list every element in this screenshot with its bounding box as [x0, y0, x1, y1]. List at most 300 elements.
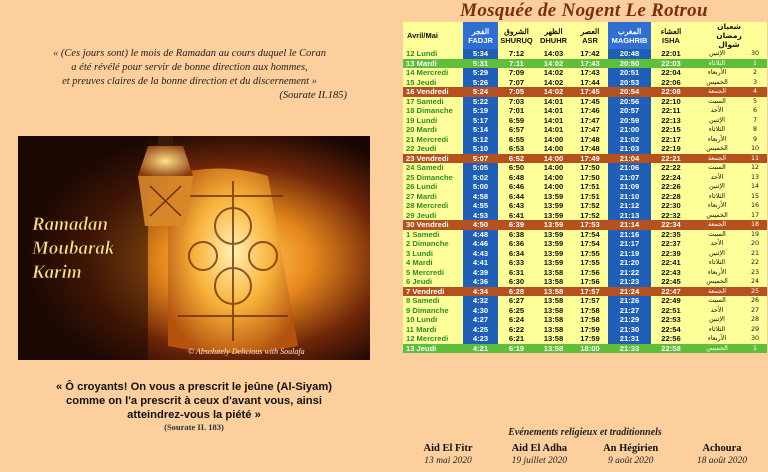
cell-asr: 17:48: [572, 135, 608, 145]
cell-hijri: 20: [743, 239, 767, 249]
cell-fajr: 5:12: [463, 135, 498, 145]
table-row: [403, 306, 767, 316]
table-row: [403, 116, 767, 126]
cell-asr: 17:54: [572, 230, 608, 240]
cell-maghrib: 21:19: [608, 249, 651, 259]
table-row: [403, 125, 767, 135]
cell-asr: 17:48: [572, 144, 608, 154]
cell-date: 11 Mardi: [403, 325, 463, 335]
cell-maghrib: 21:23: [608, 277, 651, 287]
cell-shuruq: 6:28: [498, 287, 535, 297]
cell-date: 29 Jeudi: [403, 211, 463, 221]
cell-ar: السبت: [691, 97, 743, 107]
event-an-hegirien: An Hégirien 9 août 2020: [603, 443, 659, 466]
cell-maghrib: 21:07: [608, 173, 651, 183]
cell-asr: 17:45: [572, 87, 608, 97]
cell-dhuhr: 14:00: [535, 144, 572, 154]
cell-hijri: 8: [743, 125, 767, 135]
cell-date: 12 Lundi: [403, 49, 463, 59]
cell-shuruq: 6:33: [498, 258, 535, 268]
cell-dhuhr: 14:00: [535, 173, 572, 183]
quote-top-line: et preuves claires de la bonne direction et du discernement »: [62, 76, 317, 87]
cell-ar: الإثنين: [691, 249, 743, 259]
table-row: [403, 78, 767, 88]
cell-fajr: 4:39: [463, 268, 498, 278]
cell-fajr: 4:55: [463, 201, 498, 211]
cell-dhuhr: 14:00: [535, 135, 572, 145]
cell-hijri: 1: [743, 59, 767, 69]
table-row: [403, 249, 767, 259]
cell-asr: 17:43: [572, 68, 608, 78]
table-row: [403, 192, 767, 202]
cell-ar: الخميس: [691, 277, 743, 287]
cell-ar: الخميس: [691, 211, 743, 221]
cell-maghrib: 21:29: [608, 315, 651, 325]
cell-hijri: 30: [743, 49, 767, 59]
event-aid-el-fitr: Aid El Fitr 13 mai 2020: [423, 443, 473, 466]
cell-shuruq: 6:52: [498, 154, 535, 164]
cell-fajr: 5:05: [463, 163, 498, 173]
cell-fajr: 4:41: [463, 258, 498, 268]
cell-date: 7 Vendredi: [403, 287, 463, 297]
table-row: [403, 239, 767, 249]
cell-isha: 22:04: [651, 68, 691, 78]
cell-date: 28 Mercredi: [403, 201, 463, 211]
cell-date: 22 Jeudi: [403, 144, 463, 154]
cell-dhuhr: 13:59: [535, 239, 572, 249]
table-row: [403, 258, 767, 268]
cell-fajr: 4:27: [463, 315, 498, 325]
cell-shuruq: 6:21: [498, 334, 535, 344]
cell-isha: 22:03: [651, 59, 691, 69]
cell-dhuhr: 14:02: [535, 78, 572, 88]
cell-shuruq: 6:31: [498, 268, 535, 278]
cell-ar: الخميس: [691, 78, 743, 88]
cell-fajr: 5:17: [463, 116, 498, 126]
cell-asr: 17:55: [572, 258, 608, 268]
cell-shuruq: 6:48: [498, 173, 535, 183]
cell-isha: 22:24: [651, 173, 691, 183]
cell-ar: الإثنين: [691, 116, 743, 126]
cell-date: 1 Samedi: [403, 230, 463, 240]
cell-ar: السبت: [691, 163, 743, 173]
ramadan-lantern-photo: [18, 136, 370, 360]
cell-shuruq: 6:55: [498, 135, 535, 145]
cell-isha: 22:54: [651, 325, 691, 335]
cell-maghrib: 21:33: [608, 344, 651, 354]
cell-ar: الخميس: [691, 344, 743, 354]
cell-isha: 22:22: [651, 163, 691, 173]
cell-fajr: 4:48: [463, 230, 498, 240]
cell-hijri: 25: [743, 287, 767, 297]
cell-dhuhr: 14:01: [535, 125, 572, 135]
cell-maghrib: 21:14: [608, 220, 651, 230]
cell-date: 18 Dimanche: [403, 106, 463, 116]
cell-hijri: 7: [743, 116, 767, 126]
cell-asr: 17:51: [572, 182, 608, 192]
cell-dhuhr: 13:59: [535, 249, 572, 259]
cell-isha: 22:01: [651, 49, 691, 59]
photo-watermark: © Absolutely Delicious with Soulafa: [188, 347, 305, 356]
cell-maghrib: 21:26: [608, 296, 651, 306]
cell-dhuhr: 13:58: [535, 287, 572, 297]
cell-asr: 17:55: [572, 249, 608, 259]
cell-isha: 22:51: [651, 306, 691, 316]
cell-hijri: 1: [743, 344, 767, 354]
cell-dhuhr: 14:00: [535, 163, 572, 173]
cell-date: 21 Mercredi: [403, 135, 463, 145]
cell-date: 26 Lundi: [403, 182, 463, 192]
cell-fajr: 5:31: [463, 59, 498, 69]
cell-asr: 17:46: [572, 106, 608, 116]
cell-hijri: 14: [743, 182, 767, 192]
cell-ar: الأربعاء: [691, 201, 743, 211]
cell-ar: الأحد: [691, 173, 743, 183]
cell-hijri: 23: [743, 268, 767, 278]
cell-dhuhr: 13:58: [535, 315, 572, 325]
cell-asr: 17:59: [572, 334, 608, 344]
table-row: [403, 211, 767, 221]
quote-bottom-line: atteindrez-vous la piété »: [127, 409, 261, 421]
cell-maghrib: 21:03: [608, 144, 651, 154]
cell-maghrib: 20:48: [608, 49, 651, 59]
cell-hijri: 9: [743, 135, 767, 145]
cell-isha: 22:15: [651, 125, 691, 135]
cell-dhuhr: 13:58: [535, 268, 572, 278]
cell-date: 14 Mercredi: [403, 68, 463, 78]
cell-shuruq: 6:39: [498, 220, 535, 230]
cell-dhuhr: 13:59: [535, 192, 572, 202]
cell-isha: 22:26: [651, 182, 691, 192]
cell-fajr: 4:32: [463, 296, 498, 306]
cell-fajr: 4:21: [463, 344, 498, 354]
cell-dhuhr: 13:58: [535, 334, 572, 344]
cell-date: 23 Vendredi: [403, 154, 463, 164]
quote-bottom-source: (Sourate II. 183): [164, 422, 224, 432]
table-row: [403, 220, 767, 230]
cell-shuruq: 6:50: [498, 163, 535, 173]
cell-shuruq: 7:12: [498, 49, 535, 59]
cell-isha: 22:34: [651, 220, 691, 230]
cell-dhuhr: 13:59: [535, 211, 572, 221]
cell-dhuhr: 13:59: [535, 220, 572, 230]
cell-date: 24 Samedi: [403, 163, 463, 173]
cell-isha: 22:32: [651, 211, 691, 221]
cell-date: 16 Vendredi: [403, 87, 463, 97]
cell-fajr: 4:53: [463, 211, 498, 221]
cell-isha: 22:53: [651, 315, 691, 325]
table-row: [403, 201, 767, 211]
cell-hijri: 13: [743, 173, 767, 183]
cell-fajr: 5:10: [463, 144, 498, 154]
cell-maghrib: 21:20: [608, 258, 651, 268]
cell-fajr: 4:58: [463, 192, 498, 202]
cell-hijri: 17: [743, 211, 767, 221]
cell-date: 5 Mercredi: [403, 268, 463, 278]
cell-isha: 22:43: [651, 268, 691, 278]
cell-shuruq: 7:05: [498, 87, 535, 97]
cell-dhuhr: 14:02: [535, 68, 572, 78]
cell-hijri: 27: [743, 306, 767, 316]
cell-maghrib: 20:53: [608, 78, 651, 88]
cell-date: 12 Mercredi: [403, 334, 463, 344]
cell-fajr: 5:07: [463, 154, 498, 164]
cell-dhuhr: 14:00: [535, 182, 572, 192]
header-fajr: الفجر FADJR: [463, 22, 498, 49]
cell-isha: 22:30: [651, 201, 691, 211]
cell-shuruq: 7:07: [498, 78, 535, 88]
cell-isha: 22:08: [651, 87, 691, 97]
cell-fajr: 4:46: [463, 239, 498, 249]
cell-shuruq: 6:27: [498, 296, 535, 306]
cell-fajr: 5:29: [463, 68, 498, 78]
cell-isha: 22:28: [651, 192, 691, 202]
cell-dhuhr: 13:59: [535, 201, 572, 211]
quote-bottom-line: « Ô croyants! On vous a prescrit le jeûne (Al-Siyam): [55, 381, 333, 393]
cell-maghrib: 20:57: [608, 106, 651, 116]
table-row: [403, 325, 767, 335]
cell-ar: الجمعة: [691, 154, 743, 164]
cell-shuruq: 6:59: [498, 116, 535, 126]
cell-date: 10 Lundi: [403, 315, 463, 325]
cell-asr: 17:57: [572, 287, 608, 297]
cell-isha: 22:06: [651, 78, 691, 88]
header-asr: العصر ASR: [572, 22, 608, 49]
cell-maghrib: 20:56: [608, 97, 651, 107]
cell-shuruq: 7:03: [498, 97, 535, 107]
header-isha: العشاء ISHA: [651, 22, 691, 49]
quote-top-line: « (Ces jours sont) le mois de Ramadan au cours duquel le Coran: [53, 48, 326, 59]
cell-asr: 17:57: [572, 296, 608, 306]
cell-shuruq: 6:38: [498, 230, 535, 240]
cell-date: 2 Dimanche: [403, 239, 463, 249]
table-header-row: [403, 22, 767, 49]
cell-ar: الجمعة: [691, 220, 743, 230]
cell-hijri: 21: [743, 249, 767, 259]
cell-isha: 22:17: [651, 135, 691, 145]
cell-ar: الإثنين: [691, 315, 743, 325]
cell-asr: 17:56: [572, 268, 608, 278]
table-row: [403, 87, 767, 97]
cell-isha: 22:37: [651, 239, 691, 249]
cell-maghrib: 20:54: [608, 87, 651, 97]
cell-fajr: 5:19: [463, 106, 498, 116]
events-title: Evénements religieux et traditionnels: [508, 427, 662, 438]
cell-fajr: 5:24: [463, 87, 498, 97]
cell-ar: السبت: [691, 296, 743, 306]
table-row: [403, 277, 767, 287]
cell-date: 8 Samedi: [403, 296, 463, 306]
cell-dhuhr: 14:02: [535, 59, 572, 69]
cell-date: 27 Mardi: [403, 192, 463, 202]
cell-isha: 22:35: [651, 230, 691, 240]
cell-fajr: 5:00: [463, 182, 498, 192]
cell-maghrib: 21:13: [608, 211, 651, 221]
cell-shuruq: 6:24: [498, 315, 535, 325]
cell-dhuhr: 14:01: [535, 116, 572, 126]
cell-dhuhr: 13:59: [535, 230, 572, 240]
cell-fajr: 4:25: [463, 325, 498, 335]
cell-asr: 17:49: [572, 154, 608, 164]
cell-isha: 22:13: [651, 116, 691, 126]
cell-shuruq: 6:53: [498, 144, 535, 154]
table-row: [403, 315, 767, 325]
cell-ar: الخميس: [691, 144, 743, 154]
events-list: [403, 442, 767, 467]
cell-shuruq: 6:30: [498, 277, 535, 287]
header-dhuhr: الظهر DHUHR: [535, 22, 572, 49]
cell-ar: الجمعة: [691, 87, 743, 97]
cell-fajr: 5:02: [463, 173, 498, 183]
header-date: Avril/Mai: [403, 22, 463, 49]
cell-hijri: 16: [743, 201, 767, 211]
cell-date: 13 Mardi: [403, 59, 463, 69]
cell-fajr: 4:43: [463, 249, 498, 259]
cell-shuruq: 6:25: [498, 306, 535, 316]
cell-maghrib: 21:30: [608, 325, 651, 335]
cell-dhuhr: 13:59: [535, 258, 572, 268]
cell-date: 25 Dimanche: [403, 173, 463, 183]
cell-shuruq: 6:46: [498, 182, 535, 192]
cell-date: 9 Dimanche: [403, 306, 463, 316]
cell-shuruq: 6:19: [498, 344, 535, 354]
cell-asr: 17:50: [572, 163, 608, 173]
cell-ar: الأحد: [691, 239, 743, 249]
cell-shuruq: 7:01: [498, 106, 535, 116]
cell-maghrib: 21:00: [608, 125, 651, 135]
cell-asr: 17:56: [572, 277, 608, 287]
cell-asr: 17:58: [572, 306, 608, 316]
cell-ar: الثلاثاء: [691, 325, 743, 335]
cell-ar: الإثنين: [691, 49, 743, 59]
table-row: [403, 49, 767, 59]
photo-caption-line: Ramadan: [32, 214, 109, 235]
cell-hijri: 29: [743, 325, 767, 335]
cell-fajr: 4:23: [463, 334, 498, 344]
cell-shuruq: 7:09: [498, 68, 535, 78]
table-row: [403, 68, 767, 78]
cell-maghrib: 21:17: [608, 239, 651, 249]
cell-maghrib: 21:12: [608, 201, 651, 211]
table-row: [403, 334, 767, 344]
table-row: [403, 106, 767, 116]
cell-hijri: 6: [743, 106, 767, 116]
cell-shuruq: 6:57: [498, 125, 535, 135]
cell-date: 19 Lundi: [403, 116, 463, 126]
cell-hijri: 4: [743, 87, 767, 97]
cell-date: 6 Jeudi: [403, 277, 463, 287]
event-aid-el-adha: Aid El Adha 19 juillet 2020: [511, 443, 568, 466]
cell-isha: 22:45: [651, 277, 691, 287]
cell-maghrib: 21:22: [608, 268, 651, 278]
cell-isha: 22:21: [651, 154, 691, 164]
cell-isha: 22:10: [651, 97, 691, 107]
cell-ar: الجمعة: [691, 287, 743, 297]
cell-dhuhr: 13:58: [535, 306, 572, 316]
cell-hijri: 22: [743, 258, 767, 268]
cell-isha: 22:58: [651, 344, 691, 354]
cell-ar: السبت: [691, 230, 743, 240]
cell-fajr: 4:50: [463, 220, 498, 230]
cell-ar: الإثنين: [691, 182, 743, 192]
cell-hijri: 19: [743, 230, 767, 240]
cell-ar: الثلاثاء: [691, 59, 743, 69]
cell-fajr: 4:36: [463, 277, 498, 287]
table-row: [403, 97, 767, 107]
cell-ar: الأربعاء: [691, 334, 743, 344]
cell-hijri: 10: [743, 144, 767, 154]
cell-isha: 22:56: [651, 334, 691, 344]
cell-ar: الأحد: [691, 306, 743, 316]
cell-fajr: 5:14: [463, 125, 498, 135]
cell-date: 3 Lundi: [403, 249, 463, 259]
cell-hijri: 5: [743, 97, 767, 107]
prayer-times-table: [403, 22, 767, 353]
cell-asr: 17:51: [572, 192, 608, 202]
cell-asr: 17:45: [572, 97, 608, 107]
cell-date: 17 Samedi: [403, 97, 463, 107]
cell-maghrib: 21:09: [608, 182, 651, 192]
cell-fajr: 4:30: [463, 306, 498, 316]
cell-isha: 22:41: [651, 258, 691, 268]
cell-hijri: 11: [743, 154, 767, 164]
cell-fajr: 5:34: [463, 49, 498, 59]
cell-hijri: 12: [743, 163, 767, 173]
cell-asr: 17:47: [572, 125, 608, 135]
cell-maghrib: 20:50: [608, 59, 651, 69]
cell-maghrib: 20:59: [608, 116, 651, 126]
header-maghrib: المغرب MAGHRIB: [608, 22, 651, 49]
table-row: [403, 144, 767, 154]
cell-asr: 17:42: [572, 49, 608, 59]
cell-maghrib: 21:24: [608, 287, 651, 297]
cell-dhuhr: 14:03: [535, 49, 572, 59]
cell-asr: 17:43: [572, 59, 608, 69]
table-row: [403, 59, 767, 69]
cell-hijri: 24: [743, 277, 767, 287]
cell-maghrib: 21:31: [608, 334, 651, 344]
cell-maghrib: 21:06: [608, 163, 651, 173]
cell-asr: 17:58: [572, 315, 608, 325]
cell-maghrib: 21:27: [608, 306, 651, 316]
event-achoura: Achoura 18 août 2020: [696, 443, 748, 466]
cell-dhuhr: 14:02: [535, 87, 572, 97]
cell-dhuhr: 13:58: [535, 277, 572, 287]
cell-maghrib: 21:04: [608, 154, 651, 164]
cell-isha: 22:39: [651, 249, 691, 259]
header-hijri-months: شعبان رمضان شوال: [691, 22, 767, 49]
cell-asr: 18:00: [572, 344, 608, 354]
quote-top: [22, 47, 357, 103]
cell-hijri: 18: [743, 220, 767, 230]
cell-maghrib: 20:51: [608, 68, 651, 78]
table-row: [403, 163, 767, 173]
cell-date: 15 Jeudi: [403, 78, 463, 88]
cell-asr: 17:44: [572, 78, 608, 88]
cell-ar: الأربعاء: [691, 68, 743, 78]
cell-ar: الثلاثاء: [691, 258, 743, 268]
cell-ar: الأربعاء: [691, 268, 743, 278]
cell-asr: 17:53: [572, 220, 608, 230]
cell-maghrib: 21:02: [608, 135, 651, 145]
cell-fajr: 5:26: [463, 78, 498, 88]
cell-asr: 17:52: [572, 201, 608, 211]
cell-hijri: 3: [743, 78, 767, 88]
cell-shuruq: 6:44: [498, 192, 535, 202]
table-row: [403, 135, 767, 145]
page-title: Mosquée de Nogent Le Rotrou: [460, 0, 708, 21]
cell-shuruq: 6:34: [498, 249, 535, 259]
